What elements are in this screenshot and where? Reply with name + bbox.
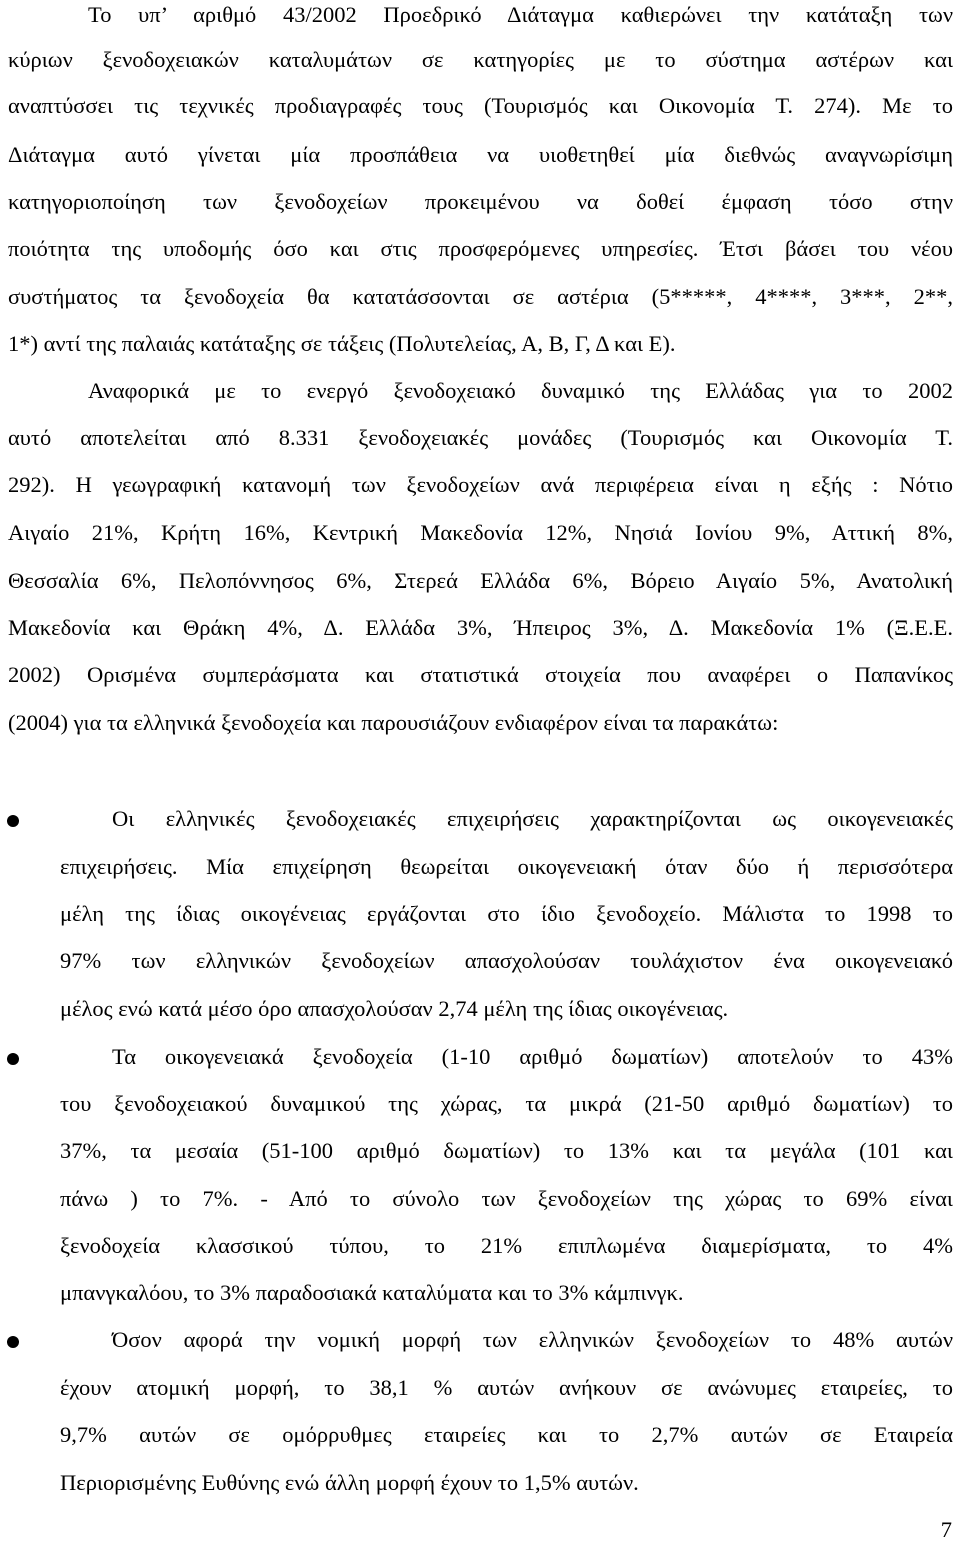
bullet-line: 97% των ελληνικών ξενοδοχείων απασχολούσαν τουλάχιστον ένα οικογενειακό (60, 948, 953, 973)
bullet-line: 37%, τα μεσαία (51-100 αριθμό δωματίων) το 13% και τα μεγάλα (101 και (60, 1138, 953, 1163)
bullet-line: Περιορισμένης Ευθύνης ενώ άλλη μορφή έχουν το 1,5% αυτών. (60, 1470, 639, 1495)
paragraph-line: κύριων ξενοδοχειακών καταλυμάτων σε κατηγορίες με το σύστημα αστέρων και (8, 47, 953, 72)
bullet-line: Όσον αφορά την νομική μορφή των ελληνικών ξενοδοχείων το 48% αυτών (112, 1327, 953, 1352)
bullet-icon (7, 1053, 19, 1065)
bullet-icon (7, 815, 19, 827)
bullet-line: μπανγκαλόου, το 3% παραδοσιακά καταλύματα και το 3% κάμπινγκ. (60, 1280, 684, 1305)
bullet-line: μέλη της ίδιας οικογένειας εργάζονται στο ίδιο ξενοδοχείο. Μάλιστα το 1998 το (60, 901, 953, 926)
bullet-line: 9,7% αυτών σε ομόρρυθμες εταιρείες και το 2,7% αυτών σε Εταιρεία (60, 1422, 953, 1447)
paragraph-line: 292). Η γεωγραφική κατανομή των ξενοδοχείων ανά περιφέρεια είναι η εξής : Νότιο (8, 472, 953, 497)
paragraph-line: Το υπ’ αριθμό 43/2002 Προεδρικό Διάταγμα καθιερώνει την κατάταξη των (88, 2, 953, 27)
paragraph-line: (2004) για τα ελληνικά ξενοδοχεία και παρουσιάζουν ενδιαφέρον είναι τα παρακάτω: (8, 710, 779, 735)
bullet-line: Οι ελληνικές ξενοδοχειακές επιχειρήσεις χαρακτηρίζονται ως οικογενειακές (112, 806, 953, 831)
paragraph-line: αυτό αποτελείται από 8.331 ξενοδοχειακές μονάδες (Τουρισμός και Οικονομία Τ. (8, 425, 953, 450)
bullet-line: του ξενοδοχειακού δυναμικού της χώρας, τα μικρά (21-50 αριθμό δωματίων) το (60, 1091, 953, 1116)
paragraph-line: ποιότητα της υποδομής όσο και στις προσφερόμενες υπηρεσίες. Έτσι βάσει του νέου (8, 236, 953, 261)
paragraph-line: συστήματος τα ξενοδοχεία θα κατατάσσονται σε αστέρια (5*****, 4****, 3***, 2**, (8, 284, 953, 309)
paragraph-line: Αναφορικά με το ενεργό ξενοδοχειακό δυναμικό της Ελλάδας για το 2002 (88, 378, 953, 403)
bullet-line: μέλος ενώ κατά μέσο όρο απασχολούσαν 2,74 μέλη της ίδιας οικογένειας. (60, 996, 729, 1021)
paragraph-line: Μακεδονία και Θράκη 4%, Δ. Ελλάδα 3%, Ήπειρος 3%, Δ. Μακεδονία 1% (Ξ.Ε.Ε. (8, 615, 953, 640)
paragraph-line: κατηγοριοποίηση των ξενοδοχείων προκειμένου να δοθεί έμφαση τόσο στην (8, 189, 953, 214)
paragraph-line: Διάταγμα αυτό γίνεται μία προσπάθεια να υιοθετηθεί μία διεθνώς αναγνωρίσιμη (8, 142, 953, 167)
paragraph-line: Αιγαίο 21%, Κρήτη 16%, Κεντρική Μακεδονία 12%, Νησιά Ιονίου 9%, Αττική 8%, (8, 520, 953, 545)
paragraph-line: Θεσσαλία 6%, Πελοπόννησος 6%, Στερεά Ελλάδα 6%, Βόρειο Αιγαίο 5%, Ανατολική (8, 568, 953, 593)
bullet-line: επιχειρήσεις. Μία επιχείρηση θεωρείται οικογενειακή όταν δύο ή περισσότερα (60, 854, 953, 879)
paragraph-line: 2002) Ορισμένα συμπεράσματα και στατιστικά στοιχεία που αναφέρει ο Παπανίκος (8, 662, 953, 687)
bullet-line: Τα οικογενειακά ξενοδοχεία (1-10 αριθμό δωματίων) αποτελούν το 43% (112, 1044, 953, 1069)
page-number: 7 (940, 1517, 952, 1542)
bullet-line: έχουν ατομική μορφή, το 38,1 % αυτών ανήκουν σε ανώνυμες εταιρείες, το (60, 1375, 953, 1400)
paragraph-line: αναπτύσσει τις τεχνικές προδιαγραφές τους (Τουρισμός και Οικονομία Τ. 274). Με το (8, 93, 953, 118)
paragraph-line: 1*) αντί της παλαιάς κατάταξης σε τάξεις (Πολυτελείας, Α, Β, Γ, Δ και Ε). (8, 331, 676, 356)
bullet-icon (7, 1336, 19, 1348)
bullet-line: πάνω ) το 7%. - Από το σύνολο των ξενοδοχείων της χώρας το 69% είναι (60, 1186, 953, 1211)
bullet-line: ξενοδοχεία κλασσικού τύπου, το 21% επιπλωμένα διαμερίσματα, το 4% (60, 1233, 953, 1258)
